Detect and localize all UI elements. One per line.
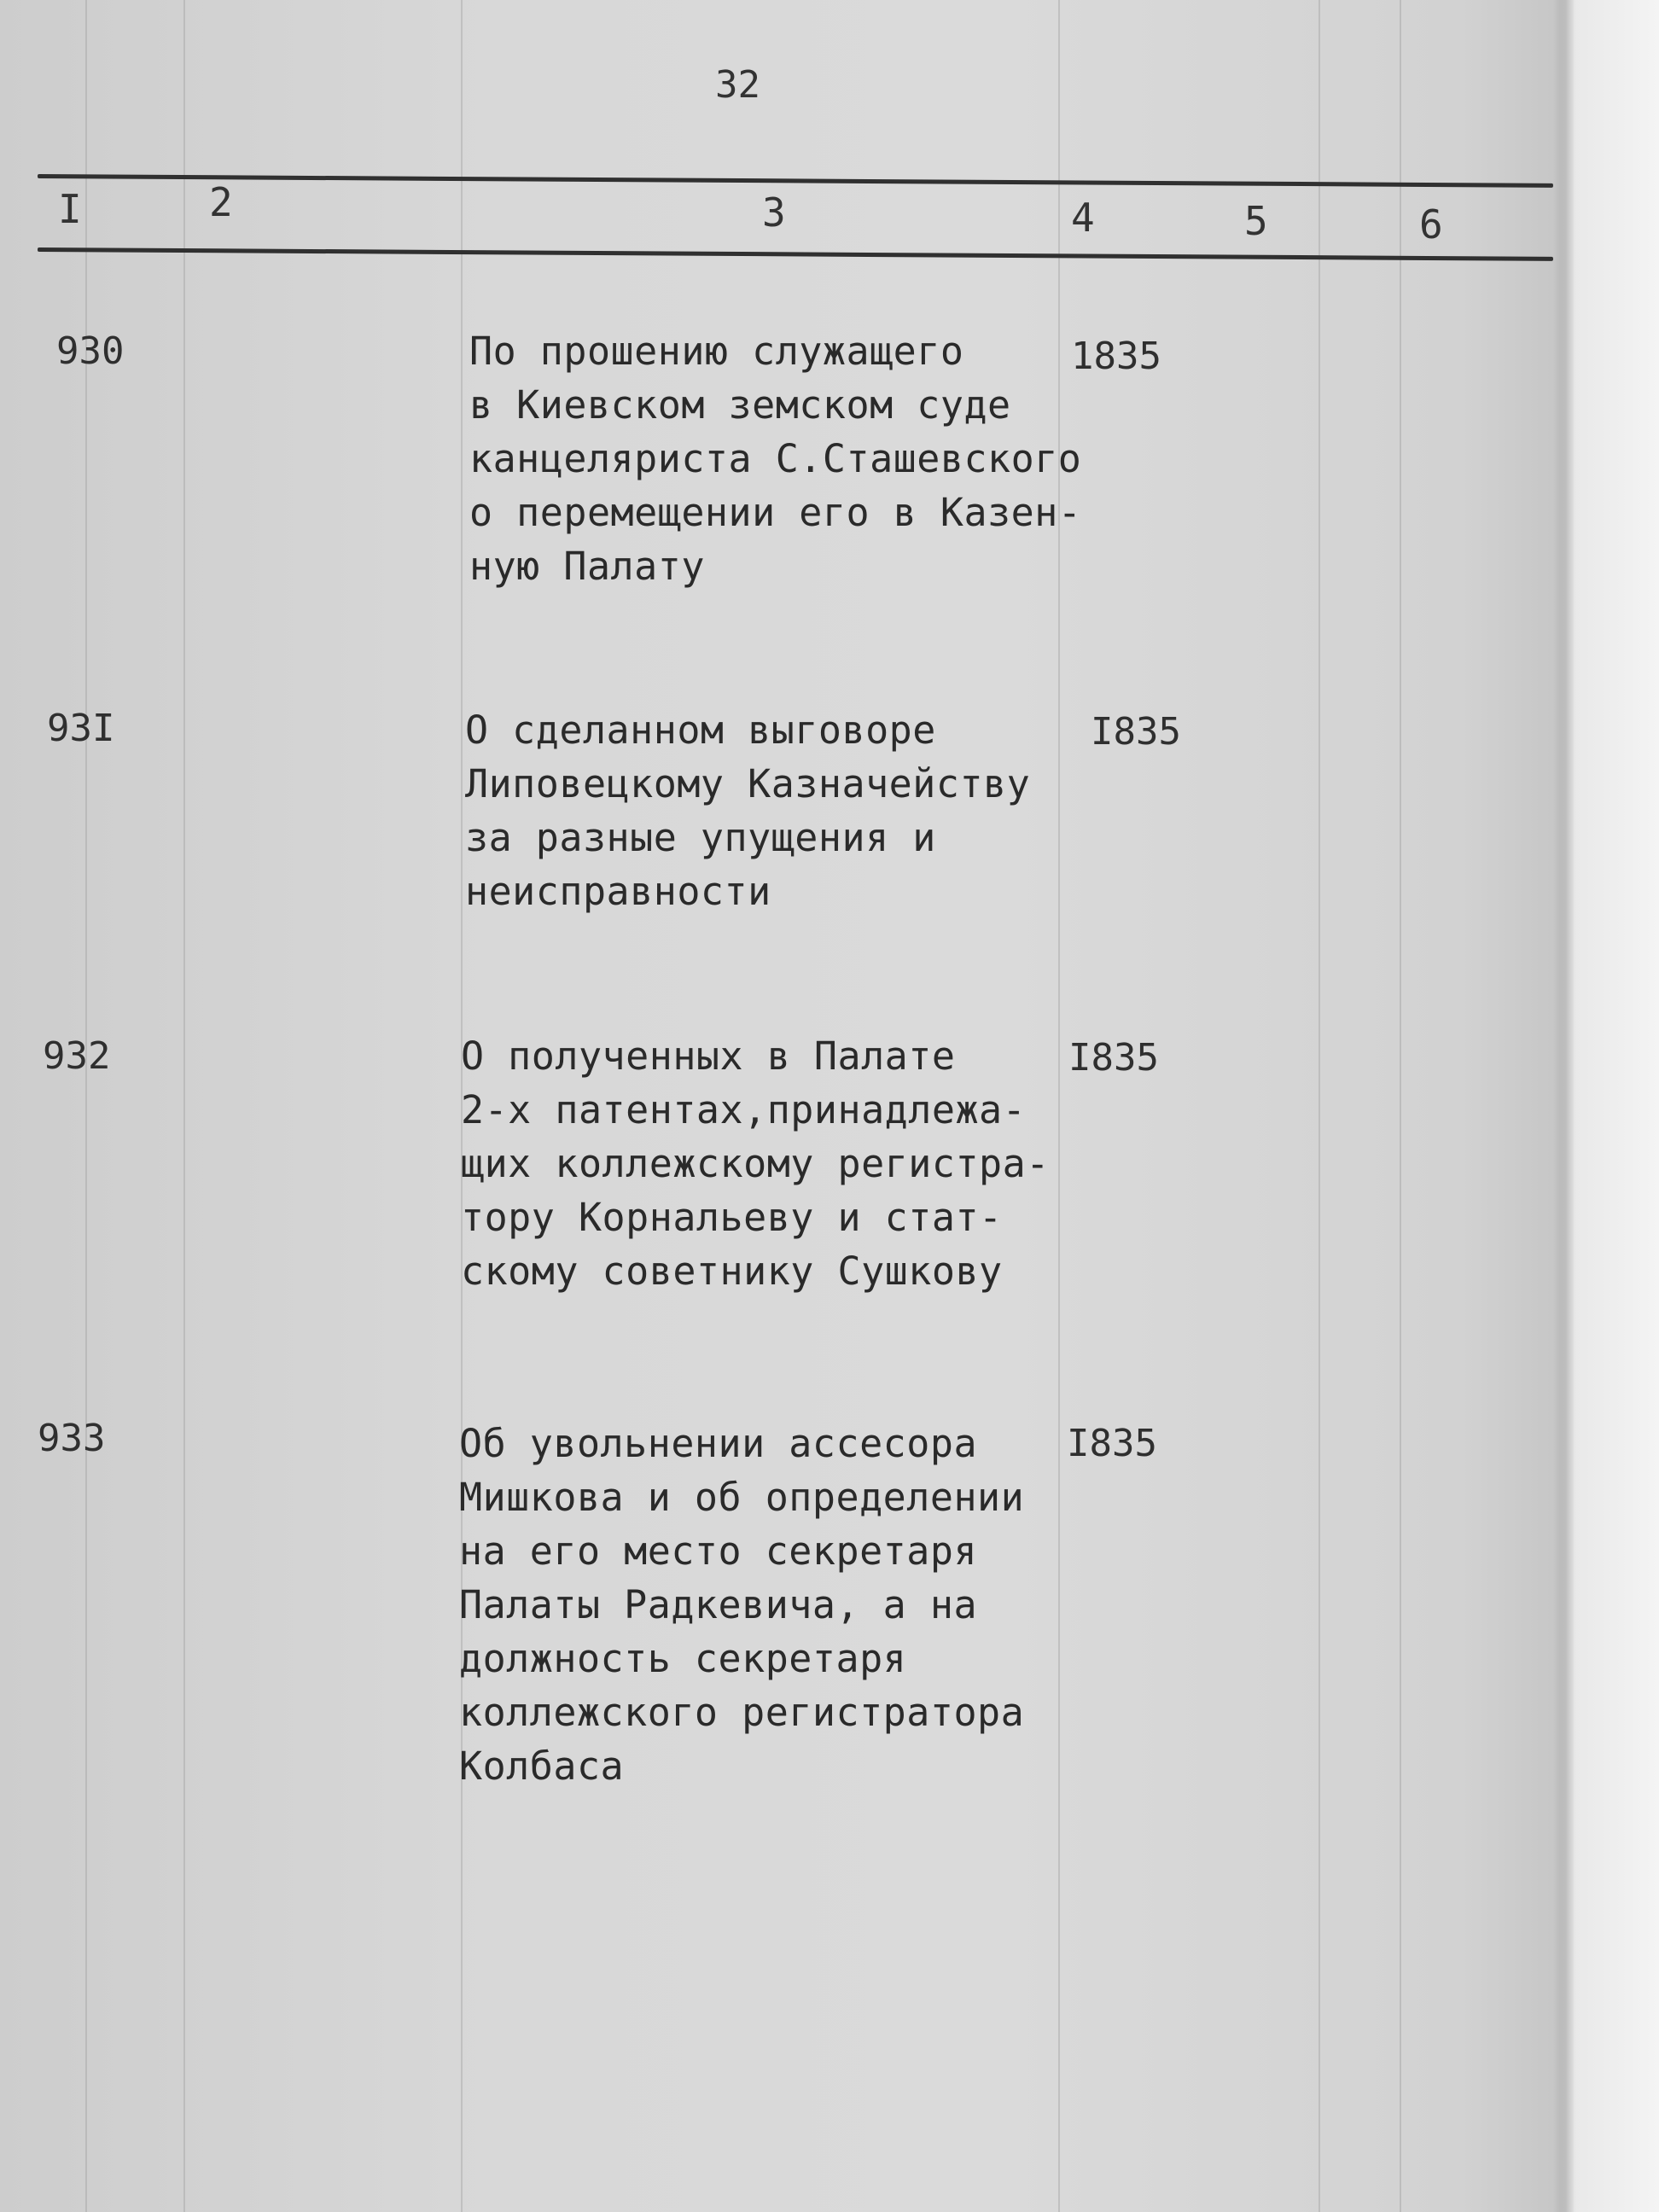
page-edge-shadow [1553, 0, 1574, 2212]
column-guide-line [1318, 0, 1320, 2212]
record-number: 93I [47, 707, 115, 750]
record-title: О полученных в Палате 2-х патентах,принадлежа- щих коллежскому регистра- тору Корнальеву и стат- скому советнику Сушкову [461, 1033, 1050, 1294]
column-header-4: 4 [1071, 195, 1095, 241]
record-number: 933 [38, 1417, 106, 1460]
column-header-5: 5 [1244, 198, 1268, 244]
record-year: I835 [1067, 1422, 1157, 1465]
record-year: I835 [1091, 710, 1181, 754]
column-header-2: 2 [209, 179, 233, 225]
record-year: I835 [1068, 1036, 1159, 1080]
column-header-6: 6 [1419, 201, 1443, 247]
record-title: О сделанном выговоре Липовецкому Казначейству за разные упущения и неисправности [465, 707, 1031, 914]
page-number: 32 [715, 63, 760, 107]
column-header-3: 3 [762, 189, 786, 236]
record-number: 930 [56, 329, 125, 373]
header-bottom-rule [38, 247, 1553, 261]
column-header-1: I [58, 186, 82, 232]
header-top-rule [38, 174, 1553, 188]
record-number: 932 [43, 1034, 111, 1078]
column-guide-line [1400, 0, 1401, 2212]
column-guide-line [183, 0, 185, 2212]
record-title: Об увольнении ассесора Мишкова и об определении на его место секретаря Палаты Радкевича, а на должность секретаря коллежского регистратора Колбаса [459, 1421, 1025, 1789]
record-title: По прошению служащего в Киевском земском суде канцеляриста С.Сташевского о перемещении его в Казен- ную Палату [469, 329, 1082, 589]
record-year: 1835 [1071, 335, 1161, 378]
